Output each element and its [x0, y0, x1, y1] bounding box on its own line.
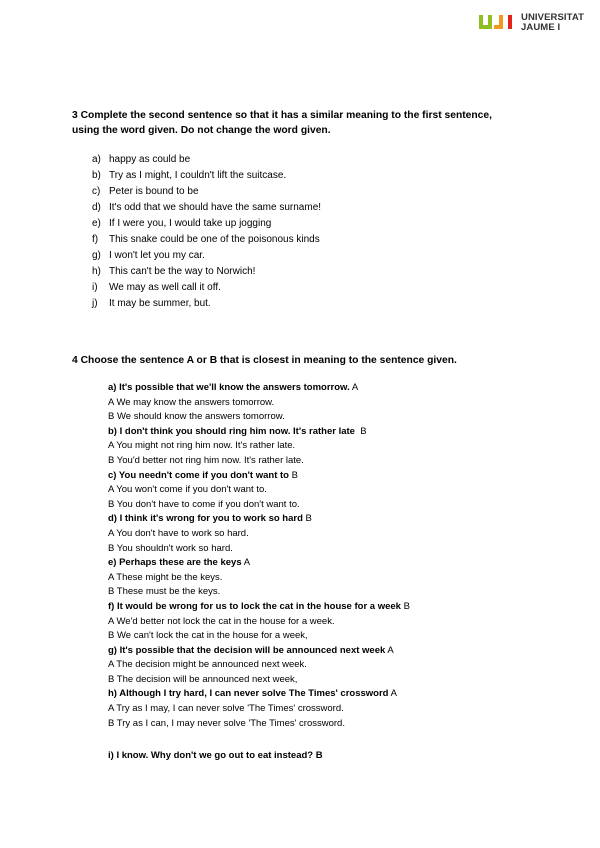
logo-i-red	[508, 15, 512, 29]
answer-letter: B	[400, 600, 410, 612]
exercise-4-list	[108, 381, 410, 731]
question-text: a) It's possible that we'll know the answers tomorrow.	[108, 382, 350, 393]
logo-j-orange	[494, 15, 503, 29]
list-item	[92, 168, 321, 184]
item-text: Peter is bound to be	[109, 186, 199, 197]
item-letter: i)	[92, 282, 98, 293]
question-line	[108, 644, 410, 659]
question-text: d) I think it's wrong for you to work so hard	[108, 513, 303, 525]
option-b: B Try as I can, I may never solve 'The Times' crossword.	[108, 717, 345, 729]
item-letter: j)	[92, 298, 98, 309]
question-line	[108, 556, 410, 571]
university-logo	[478, 13, 584, 33]
question-line	[108, 381, 410, 396]
answer-letter: B	[288, 469, 298, 481]
exercise-4-title: 4 Choose the sentence A or B that is closest in meaning to the sentence given.	[72, 355, 457, 366]
option-b: B You shouldn't work so hard.	[108, 542, 233, 554]
item-text: It's odd that we should have the same surname!	[109, 202, 322, 213]
item-text: We may as well call it off.	[109, 282, 221, 293]
option-b: B These must be the keys.	[108, 586, 221, 598]
list-item	[92, 296, 321, 312]
item-letter: e)	[92, 218, 101, 229]
exercise-4-last-question: i) I know. Why don't we go out to eat instead? B	[108, 750, 323, 761]
option-a: A Try as I may, I can never solve 'The Times' crossword.	[108, 703, 344, 715]
list-item	[92, 216, 321, 232]
item-letter: b)	[92, 170, 101, 181]
question-text: g) It's possible that the decision will be announced next week	[108, 644, 386, 656]
option-b: B You don't have to come if you don't want to.	[108, 498, 300, 510]
answer-letter: B	[302, 513, 312, 525]
item-text: happy as could be	[109, 154, 191, 165]
logo-u-green	[479, 15, 492, 29]
exercise-3-title	[72, 108, 492, 138]
question-line	[108, 687, 410, 702]
logo-text	[521, 13, 584, 33]
question-text: h) Although I try hard, I can never solve The Times' crossword	[108, 688, 389, 700]
item-text: I won't let you my car.	[109, 250, 205, 261]
question-text: e) Perhaps these are the keys	[108, 557, 242, 569]
item-text: If I were you, I would take up jogging	[109, 218, 272, 229]
logo-line2: JAUME I	[521, 22, 561, 33]
option-a: A The decision might be announced next week.	[108, 659, 307, 671]
list-item	[92, 280, 321, 296]
option-a: A We may know the answers tomorrow.	[108, 396, 275, 408]
option-b: B The decision will be announced next week,	[108, 673, 298, 685]
question-text: c) You needn't come if you don't want to	[108, 469, 289, 481]
item-letter: d)	[92, 202, 101, 213]
option-a: A These might be the keys.	[108, 571, 223, 583]
list-item	[92, 232, 321, 248]
list-item	[92, 264, 321, 280]
item-text: This can't be the way to Norwich!	[109, 266, 256, 277]
answer-letter: B	[354, 425, 367, 437]
list-item	[92, 184, 321, 200]
item-letter: a)	[92, 154, 101, 165]
option-a: A You don't have to work so hard.	[108, 527, 249, 539]
item-letter: g)	[92, 250, 101, 261]
option-a: A You might not ring him now. It's rather late.	[108, 440, 296, 452]
item-text: It may be summer, but.	[109, 298, 211, 309]
list-item	[92, 200, 321, 216]
option-a: A You won't come if you don't want to.	[108, 484, 267, 496]
exercise-3-list	[92, 152, 321, 312]
item-text: This snake could be one of the poisonous kinds	[109, 234, 320, 245]
uji-logo-icon	[478, 14, 516, 32]
option-b: B We should know the answers tomorrow.	[108, 411, 285, 423]
question-text: b) I don't think you should ring him now. It's rather late	[108, 425, 355, 437]
exercise-3-title-line2: using the word given. Do not change the word given.	[72, 125, 331, 136]
question-line	[108, 512, 410, 527]
option-a: A We'd better not lock the cat in the house for a week.	[108, 615, 335, 627]
list-item	[92, 152, 321, 168]
item-letter: c)	[92, 186, 101, 197]
logo-line1: UNIVERSITAT	[521, 12, 585, 23]
item-text: Try as I might, I couldn't lift the suitcase.	[109, 170, 287, 181]
answer-letter: A	[241, 557, 251, 569]
answer-letter: A	[385, 644, 394, 656]
question-line	[108, 425, 410, 440]
option-b: B You'd better not ring him now. It's rather late.	[108, 454, 304, 466]
question-text: f) It would be wrong for us to lock the cat in the house for a week	[108, 600, 401, 612]
answer-letter: A	[388, 688, 397, 700]
exercise-3-title-line1: 3 Complete the second sentence so that it has a similar meaning to the first sentence,	[72, 110, 492, 121]
list-item	[92, 248, 321, 264]
question-line	[108, 469, 410, 484]
option-b: B We can't lock the cat in the house for a week,	[108, 630, 308, 642]
question-line	[108, 600, 410, 615]
item-letter: f)	[92, 234, 99, 245]
item-letter: h)	[92, 266, 101, 277]
answer-letter: A	[349, 382, 359, 393]
